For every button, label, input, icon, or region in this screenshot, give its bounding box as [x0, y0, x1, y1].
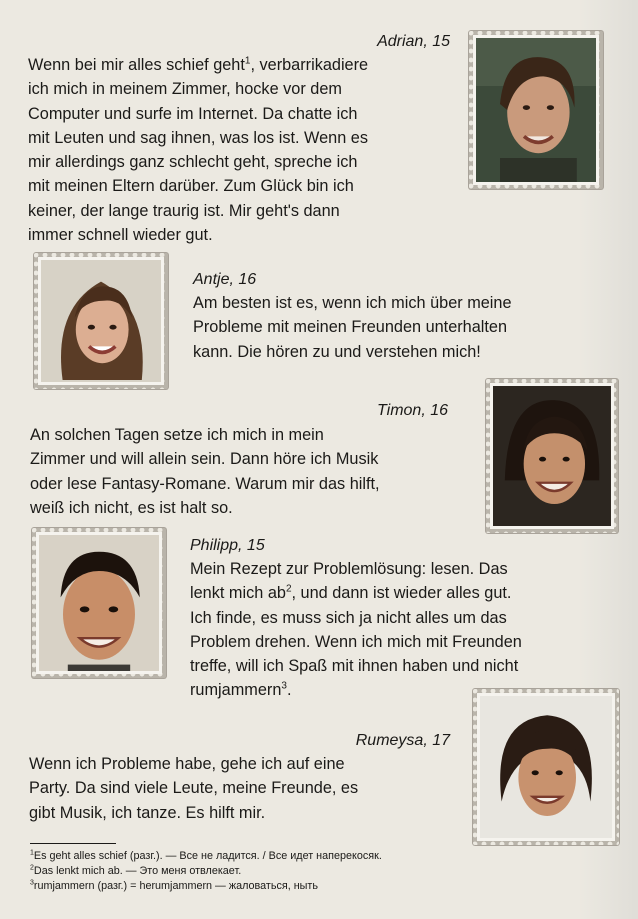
- text-run: , verbarrikadiere: [250, 56, 369, 74]
- text-run: , und dann ist wieder alles gut.: [291, 584, 512, 603]
- footnote-rule: [30, 843, 116, 844]
- text-line: [190, 630, 610, 654]
- text-run: mit Leuten und sag ihnen, was los ist. Wenn es: [28, 128, 368, 147]
- text-line: [28, 199, 448, 223]
- text-line: [190, 654, 610, 678]
- text-line: [190, 606, 610, 630]
- text-run: Party. Da sind viele Leute, meine Freunde, es: [29, 779, 359, 798]
- text-run: Mein Rezept zur Problemlösung: lesen. Das: [190, 560, 508, 578]
- text-line: [190, 581, 610, 605]
- text-run: Computer und surfe im Internet. Da chatte ich: [28, 104, 358, 123]
- footnotes: [30, 849, 382, 894]
- text-line: [30, 472, 448, 496]
- portrait-antje-image: [41, 260, 161, 385]
- text-run: mir allerdings ganz schlecht geht, spreche ich: [28, 153, 358, 172]
- footnote-1: [30, 849, 382, 864]
- post-philipp: [190, 557, 610, 703]
- footnote-3-text: rumjammern (разг.) = herumjammern — жаловаться, ныть: [33, 880, 318, 892]
- text-run: An solchen Tagen setze ich mich in mein: [30, 426, 324, 444]
- author-rumeysa: Rumeysa, 17: [355, 732, 450, 749]
- text-line: [29, 752, 448, 776]
- text-line: [190, 557, 610, 581]
- footnote-2-text: Das lenkt mich ab. — Это меня отвлекает.: [33, 865, 242, 877]
- text-run: oder lese Fantasy-Romane. Warum mir das hilft,: [30, 474, 380, 493]
- photo-timon: [490, 383, 614, 529]
- footnote-1-text: Es geht alles schief (разг.). — Все не ладится. / Все идет наперекосяк.: [33, 850, 382, 862]
- post-adrian: [28, 53, 448, 247]
- text-run: Wenn ich Probleme habe, gehe ich auf eine: [29, 755, 345, 773]
- photo-stamp-philipp: [31, 527, 167, 679]
- text-line: [28, 150, 448, 174]
- text-run: Wenn bei mir alles schief geht: [28, 56, 245, 74]
- footnote-marker: 2: [285, 583, 292, 595]
- text-line: [29, 801, 448, 825]
- photo-rumeysa: [477, 693, 615, 841]
- portrait-philipp-image: [39, 535, 159, 674]
- author-antje: Antje, 16: [193, 271, 257, 288]
- photo-antje: [38, 257, 164, 385]
- post-antje: [193, 291, 610, 364]
- text-run: ich mich in meinem Zimmer, hocke vor dem: [28, 80, 342, 99]
- text-line: [28, 77, 448, 101]
- text-run: mit meinen Eltern darüber. Zum Glück bin ich: [28, 177, 354, 196]
- text-run: gibt Musik, ich tanze. Es hilft mir.: [29, 803, 266, 822]
- text-line: [28, 126, 448, 150]
- photo-philipp: [36, 532, 162, 674]
- text-run: Am besten ist es, wenn ich mich über meine: [193, 294, 512, 312]
- footnote-2: [30, 864, 382, 879]
- text-run: Problem drehen. Wenn ich mich mit Freunden: [190, 632, 522, 651]
- author-timon: Timon, 16: [377, 402, 448, 419]
- post-timon: [30, 423, 448, 520]
- text-line: [28, 174, 448, 198]
- footnote-3: [30, 879, 382, 894]
- footnote-1-number: 1: [30, 849, 34, 857]
- text-line: [28, 102, 448, 126]
- footnote-marker: 3: [281, 681, 287, 693]
- author-philipp: Philipp, 15: [190, 537, 265, 554]
- text-run: immer schnell wieder gut.: [28, 226, 213, 245]
- portrait-timon-image: [493, 386, 611, 529]
- photo-stamp-adrian: [468, 30, 604, 190]
- text-run: kann. Die hören zu und verstehen mich!: [193, 342, 481, 361]
- text-run: lenkt mich ab: [190, 584, 286, 603]
- text-run: Ich finde, es muss sich ja nicht alles um das: [190, 608, 507, 627]
- text-line: [29, 776, 448, 800]
- text-line: [193, 340, 610, 364]
- author-adrian: Adrian, 15: [377, 33, 450, 50]
- footnote-marker: 1: [244, 55, 251, 67]
- text-line: [30, 423, 448, 447]
- text-line: [193, 291, 610, 315]
- photo-stamp-timon: [485, 378, 619, 534]
- portrait-rumeysa-image: [480, 696, 612, 840]
- text-line: [30, 496, 448, 520]
- text-run: treffe, will ich Spaß mit ihnen haben und nicht: [190, 657, 519, 676]
- portrait-adrian-image: [476, 38, 596, 185]
- footnote-2-number: 2: [30, 864, 34, 872]
- text-run: weiß ich nicht, es ist halt so.: [30, 498, 233, 517]
- text-line: [28, 53, 448, 77]
- text-line: [28, 223, 448, 247]
- text-run: .: [286, 681, 292, 700]
- photo-adrian: [473, 35, 599, 185]
- text-run: keiner, der lange traurig ist. Mir geht's dann: [28, 201, 340, 220]
- text-line: [30, 447, 448, 471]
- text-line: [193, 315, 610, 339]
- photo-stamp-antje: [33, 252, 169, 390]
- footnote-3-number: 3: [30, 879, 34, 887]
- post-rumeysa: [29, 752, 448, 825]
- photo-stamp-rumeysa: [472, 688, 620, 846]
- text-run: rumjammern: [190, 681, 282, 700]
- text-run: Probleme mit meinen Freunden unterhalten: [193, 318, 508, 337]
- text-run: Zimmer und will allein sein. Dann höre ich Musik: [30, 450, 379, 469]
